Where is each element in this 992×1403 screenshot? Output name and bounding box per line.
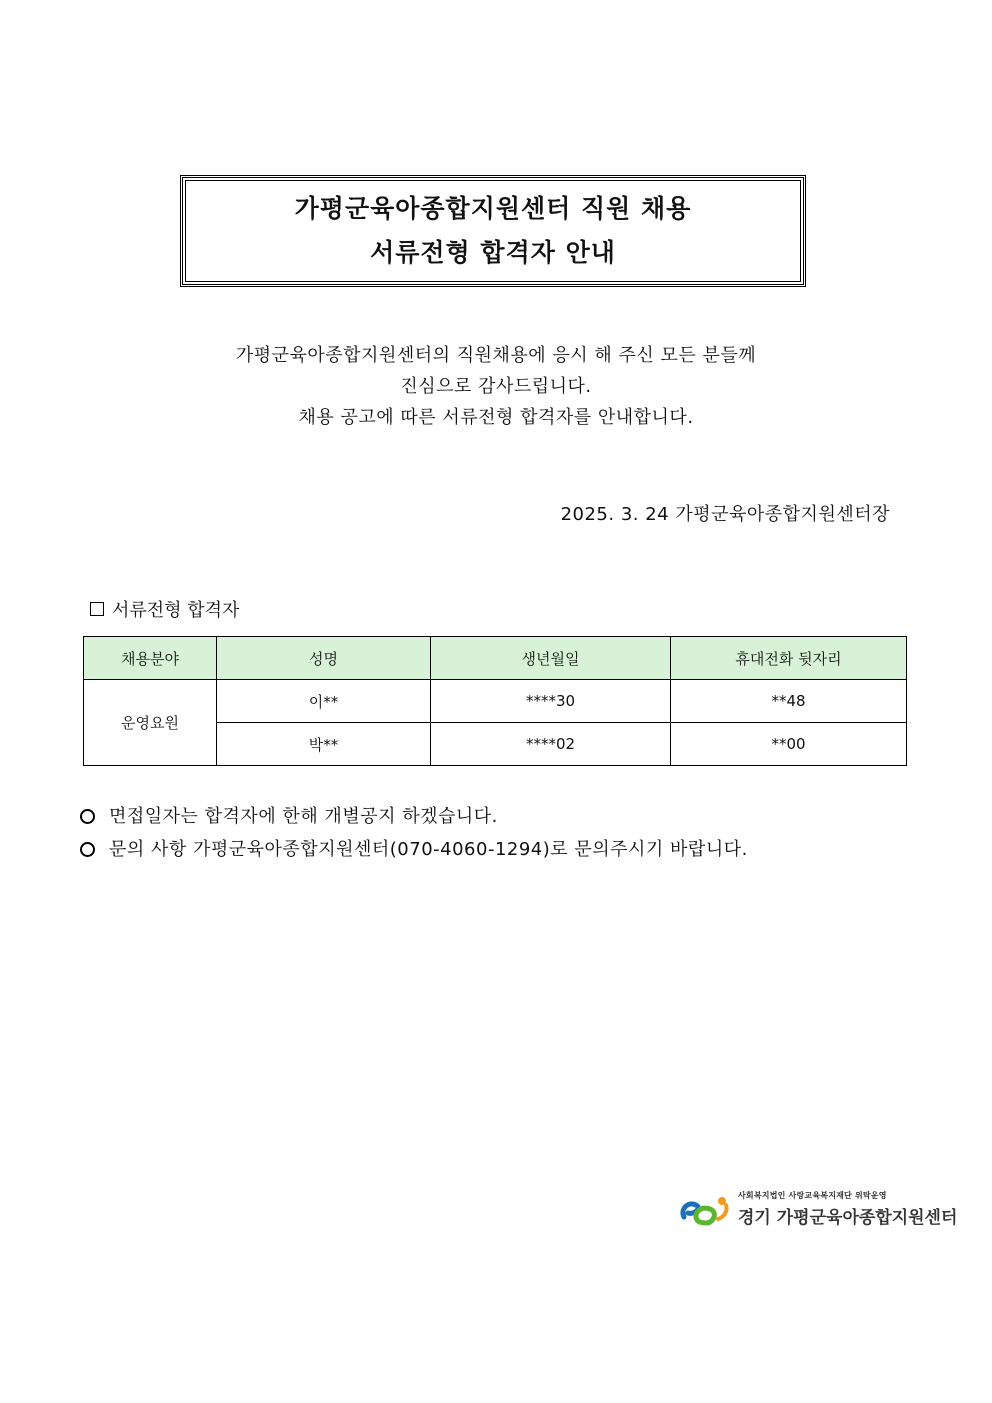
checkbox-icon	[90, 602, 104, 616]
intro-line-1: 가평군육아종합지원센터의 직원채용에 응시 해 주신 모든 분들께	[235, 345, 757, 366]
cell-phone: **48	[671, 680, 907, 723]
header-phone: 휴대전화 뒷자리	[671, 637, 907, 680]
note-text: 면접일자는 합격자에 한해 개별공지 하겠습니다.	[109, 806, 498, 827]
logo-mark-icon	[678, 1191, 734, 1227]
logo-text	[738, 1190, 957, 1228]
table-header-row	[84, 637, 907, 680]
cell-birth: ****02	[431, 723, 671, 766]
signature-date: 2025. 3. 24 가평군육아종합지원센터장	[560, 504, 890, 525]
section-heading	[90, 596, 239, 622]
cell-name: 박**	[217, 723, 431, 766]
table-row	[84, 680, 907, 723]
list-item	[80, 833, 748, 866]
note-text: 문의 사항 가평군육아종합지원센터(070-4060-1294)로 문의주시기 바랍니다.	[109, 839, 748, 860]
circle-bullet-icon	[80, 842, 95, 857]
title-box	[180, 175, 806, 287]
header-field: 채용분야	[84, 637, 217, 680]
intro-line-2: 진심으로 감사드립니다.	[400, 376, 592, 397]
result-table	[83, 636, 907, 766]
header-birth: 생년월일	[431, 637, 671, 680]
notes-list	[80, 800, 748, 866]
section-heading-label: 서류전형 합격자	[112, 600, 240, 621]
cell-phone: **00	[671, 723, 907, 766]
cell-name: 이**	[217, 680, 431, 723]
organization-logo	[678, 1190, 957, 1228]
logo-subtitle: 사회복지법인 사랑교육복지재단 위탁운영	[738, 1191, 887, 1200]
page-title: 가평군육아종합지원센터 직원 채용	[294, 194, 692, 223]
intro-text	[0, 340, 992, 433]
list-item	[80, 800, 748, 833]
cell-field: 운영요원	[84, 680, 217, 766]
intro-line-3: 채용 공고에 따른 서류전형 합격자를 안내합니다.	[298, 407, 694, 428]
header-name: 성명	[217, 637, 431, 680]
circle-bullet-icon	[80, 809, 95, 824]
logo-name: 경기 가평군육아종합지원센터	[738, 1208, 958, 1228]
cell-birth: ****30	[431, 680, 671, 723]
page-subtitle: 서류전형 합격자 안내	[370, 238, 616, 267]
